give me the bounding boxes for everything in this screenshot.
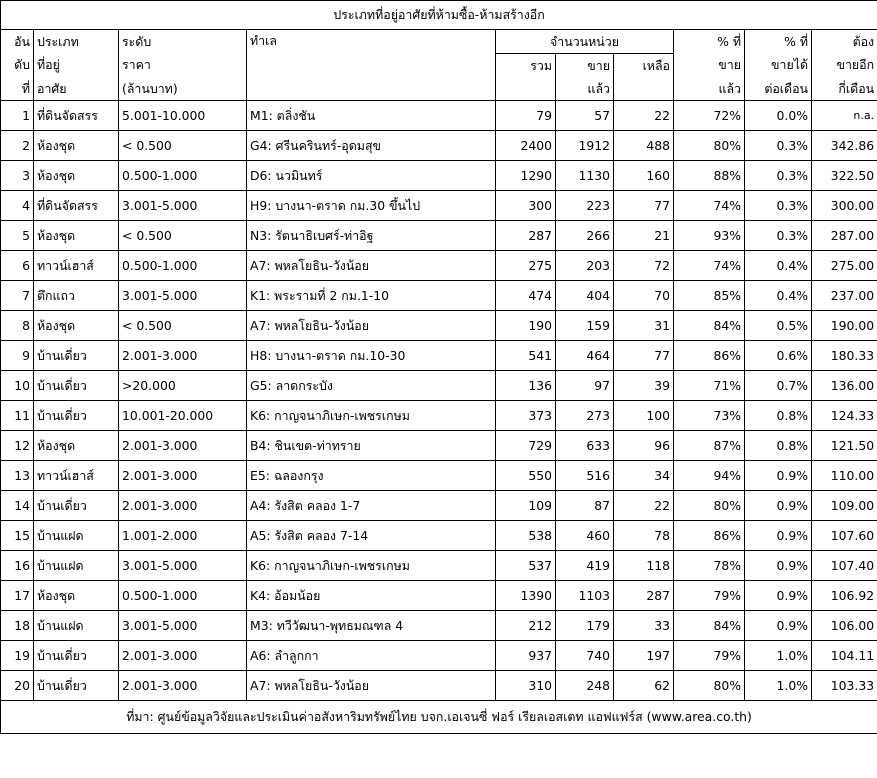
table-row xyxy=(1,371,877,401)
cell-months: 109.00 xyxy=(812,491,877,521)
cell-months: n.a. xyxy=(812,101,877,131)
cell-total: 2400 xyxy=(496,131,556,161)
cell-remaining: 31 xyxy=(614,311,674,341)
cell-sold: 516 xyxy=(556,461,614,491)
cell-sold: 57 xyxy=(556,101,614,131)
cell-sold: 740 xyxy=(556,641,614,671)
source-note: ที่มา: ศูนย์ข้อมูลวิจัยและประเมินค่าอสังหาริมทรัพย์ไทย บจก.เอเจนซี่ ฟอร์ เรียลเอสเตท แอฟแฟร์ส (www.area.co.th) xyxy=(1,701,877,734)
cell-price: >20.000 xyxy=(119,371,247,401)
cell-price: 3.001-5.000 xyxy=(119,611,247,641)
header-pct-monthly-line2: ขายได้ xyxy=(745,54,812,78)
cell-months: 110.00 xyxy=(812,461,877,491)
cell-sold: 248 xyxy=(556,671,614,701)
cell-location: K6: กาญจนาภิเษก-เพชรเกษม xyxy=(247,401,496,431)
header-months-line2: ขายอีก xyxy=(812,54,877,78)
cell-rank: 7 xyxy=(1,281,34,311)
cell-pct-sold: 73% xyxy=(674,401,745,431)
table-row xyxy=(1,641,877,671)
cell-total: 136 xyxy=(496,371,556,401)
cell-months: 106.00 xyxy=(812,611,877,641)
cell-price: 3.001-5.000 xyxy=(119,191,247,221)
cell-price: 3.001-5.000 xyxy=(119,281,247,311)
cell-sold: 419 xyxy=(556,551,614,581)
cell-total: 538 xyxy=(496,521,556,551)
cell-pct-sold: 86% xyxy=(674,521,745,551)
cell-months: 121.50 xyxy=(812,431,877,461)
cell-total: 541 xyxy=(496,341,556,371)
table-row xyxy=(1,251,877,281)
cell-type: บ้านเดี่ยว xyxy=(34,341,119,371)
cell-location: A4: รังสิต คลอง 1-7 xyxy=(247,491,496,521)
cell-months: 104.11 xyxy=(812,641,877,671)
cell-rank: 9 xyxy=(1,341,34,371)
cell-pct-sold: 84% xyxy=(674,311,745,341)
cell-total: 550 xyxy=(496,461,556,491)
table-row xyxy=(1,161,877,191)
table-row xyxy=(1,131,877,161)
cell-price: 2.001-3.000 xyxy=(119,491,247,521)
cell-pct-monthly: 0.6% xyxy=(745,341,812,371)
cell-type: ทาวน์เฮาส์ xyxy=(34,251,119,281)
header-units-group: จำนวนหน่วย xyxy=(496,30,674,54)
cell-rank: 17 xyxy=(1,581,34,611)
cell-remaining: 96 xyxy=(614,431,674,461)
table-row xyxy=(1,521,877,551)
cell-price: 2.001-3.000 xyxy=(119,341,247,371)
cell-remaining: 100 xyxy=(614,401,674,431)
cell-type: บ้านเดี่ยว xyxy=(34,371,119,401)
cell-pct-sold: 78% xyxy=(674,551,745,581)
cell-location: K6: กาญจนาภิเษก-เพชรเกษม xyxy=(247,551,496,581)
cell-type: ที่ดินจัดสรร xyxy=(34,191,119,221)
cell-price: 2.001-3.000 xyxy=(119,461,247,491)
cell-location: E5: ฉลองกรุง xyxy=(247,461,496,491)
cell-total: 1290 xyxy=(496,161,556,191)
cell-type: ห้องชุด xyxy=(34,131,119,161)
cell-rank: 20 xyxy=(1,671,34,701)
cell-location: G5: ลาดกระบัง xyxy=(247,371,496,401)
cell-total: 474 xyxy=(496,281,556,311)
cell-type: ห้องชุด xyxy=(34,221,119,251)
cell-remaining: 118 xyxy=(614,551,674,581)
table-row xyxy=(1,581,877,611)
cell-total: 373 xyxy=(496,401,556,431)
header-sold-line2: แล้ว xyxy=(556,77,614,101)
cell-price: 1.001-2.000 xyxy=(119,521,247,551)
cell-rank: 16 xyxy=(1,551,34,581)
cell-type: บ้านแฝด xyxy=(34,551,119,581)
cell-total: 190 xyxy=(496,311,556,341)
cell-pct-monthly: 0.3% xyxy=(745,161,812,191)
table-row xyxy=(1,551,877,581)
cell-sold: 1130 xyxy=(556,161,614,191)
cell-months: 107.60 xyxy=(812,521,877,551)
cell-remaining: 70 xyxy=(614,281,674,311)
cell-pct-sold: 79% xyxy=(674,581,745,611)
cell-pct-monthly: 0.4% xyxy=(745,251,812,281)
cell-months: 107.40 xyxy=(812,551,877,581)
cell-price: 2.001-3.000 xyxy=(119,431,247,461)
table-row xyxy=(1,101,877,131)
cell-type: บ้านเดี่ยว xyxy=(34,491,119,521)
cell-sold: 159 xyxy=(556,311,614,341)
cell-type: ที่ดินจัดสรร xyxy=(34,101,119,131)
cell-pct-sold: 72% xyxy=(674,101,745,131)
cell-pct-monthly: 0.3% xyxy=(745,191,812,221)
cell-total: 109 xyxy=(496,491,556,521)
header-pct-monthly-line3: ต่อเดือน xyxy=(745,77,812,101)
cell-total: 310 xyxy=(496,671,556,701)
cell-months: 322.50 xyxy=(812,161,877,191)
header-pct-sold-line3: แล้ว xyxy=(674,77,745,101)
cell-rank: 12 xyxy=(1,431,34,461)
header-price-line3: (ล้านบาท) xyxy=(119,77,247,101)
header-months-line3: กี่เดือน xyxy=(812,77,877,101)
cell-pct-sold: 85% xyxy=(674,281,745,311)
cell-rank: 2 xyxy=(1,131,34,161)
cell-location: K1: พระรามที่ 2 กม.1-10 xyxy=(247,281,496,311)
header-type-line1: ประเภท xyxy=(34,30,119,54)
cell-pct-monthly: 0.8% xyxy=(745,431,812,461)
cell-sold: 97 xyxy=(556,371,614,401)
cell-type: บ้านแฝด xyxy=(34,611,119,641)
cell-pct-sold: 80% xyxy=(674,491,745,521)
cell-type: ห้องชุด xyxy=(34,161,119,191)
cell-remaining: 33 xyxy=(614,611,674,641)
cell-price: 0.500-1.000 xyxy=(119,161,247,191)
header-price-line1: ระดับ xyxy=(119,30,247,54)
cell-pct-monthly: 0.9% xyxy=(745,581,812,611)
cell-pct-sold: 80% xyxy=(674,131,745,161)
cell-total: 729 xyxy=(496,431,556,461)
header-price-line2: ราคา xyxy=(119,54,247,78)
cell-total: 275 xyxy=(496,251,556,281)
cell-sold: 203 xyxy=(556,251,614,281)
header-location: ทำเล xyxy=(247,30,496,101)
cell-months: 190.00 xyxy=(812,311,877,341)
table-row xyxy=(1,191,877,221)
cell-price: 5.001-10.000 xyxy=(119,101,247,131)
cell-pct-sold: 74% xyxy=(674,251,745,281)
cell-pct-sold: 94% xyxy=(674,461,745,491)
cell-rank: 15 xyxy=(1,521,34,551)
cell-months: 287.00 xyxy=(812,221,877,251)
cell-total: 300 xyxy=(496,191,556,221)
cell-total: 287 xyxy=(496,221,556,251)
table-row xyxy=(1,431,877,461)
cell-rank: 1 xyxy=(1,101,34,131)
cell-pct-monthly: 0.5% xyxy=(745,311,812,341)
header-total: รวม xyxy=(496,54,556,78)
cell-price: 0.500-1.000 xyxy=(119,581,247,611)
table-title: ประเภทที่อยู่อาศัยที่ห้ามซื้อ-ห้ามสร้างอีก xyxy=(1,1,877,30)
header-rank-line1: อัน xyxy=(1,30,34,54)
cell-type: ห้องชุด xyxy=(34,311,119,341)
cell-location: A7: พหลโยธิน-วังน้อย xyxy=(247,311,496,341)
cell-rank: 11 xyxy=(1,401,34,431)
cell-price: < 0.500 xyxy=(119,131,247,161)
cell-months: 106.92 xyxy=(812,581,877,611)
cell-location: B4: ชินเขต-ท่าทราย xyxy=(247,431,496,461)
cell-remaining: 488 xyxy=(614,131,674,161)
cell-type: บ้านแฝด xyxy=(34,521,119,551)
cell-type: ทาวน์เฮาส์ xyxy=(34,461,119,491)
cell-price: 2.001-3.000 xyxy=(119,641,247,671)
cell-remaining: 197 xyxy=(614,641,674,671)
table-row xyxy=(1,491,877,521)
cell-sold: 633 xyxy=(556,431,614,461)
cell-pct-monthly: 0.3% xyxy=(745,221,812,251)
cell-location: A7: พหลโยธิน-วังน้อย xyxy=(247,251,496,281)
cell-rank: 3 xyxy=(1,161,34,191)
cell-remaining: 72 xyxy=(614,251,674,281)
table-row xyxy=(1,341,877,371)
cell-total: 1390 xyxy=(496,581,556,611)
cell-type: บ้านเดี่ยว xyxy=(34,671,119,701)
cell-remaining: 78 xyxy=(614,521,674,551)
cell-price: < 0.500 xyxy=(119,311,247,341)
header-pct-sold-line2: ขาย xyxy=(674,54,745,78)
cell-location: M1: ตลิ่งชัน xyxy=(247,101,496,131)
cell-pct-monthly: 0.9% xyxy=(745,461,812,491)
cell-total: 537 xyxy=(496,551,556,581)
cell-rank: 5 xyxy=(1,221,34,251)
cell-pct-monthly: 0.3% xyxy=(745,131,812,161)
header-remaining: เหลือ xyxy=(614,54,674,78)
header-pct-monthly-line1: % ที่ xyxy=(745,30,812,54)
table-row xyxy=(1,281,877,311)
table-row xyxy=(1,611,877,641)
table-row xyxy=(1,671,877,701)
cell-price: 3.001-5.000 xyxy=(119,551,247,581)
cell-sold: 464 xyxy=(556,341,614,371)
cell-pct-sold: 88% xyxy=(674,161,745,191)
cell-pct-monthly: 0.9% xyxy=(745,521,812,551)
cell-price: 2.001-3.000 xyxy=(119,671,247,701)
cell-sold: 460 xyxy=(556,521,614,551)
cell-remaining: 77 xyxy=(614,341,674,371)
header-rank-line3: ที่ xyxy=(1,77,34,101)
cell-pct-sold: 86% xyxy=(674,341,745,371)
table-row xyxy=(1,311,877,341)
cell-rank: 19 xyxy=(1,641,34,671)
cell-pct-monthly: 0.9% xyxy=(745,611,812,641)
cell-rank: 4 xyxy=(1,191,34,221)
cell-pct-sold: 93% xyxy=(674,221,745,251)
cell-pct-sold: 74% xyxy=(674,191,745,221)
cell-type: ตึกแถว xyxy=(34,281,119,311)
cell-price: 0.500-1.000 xyxy=(119,251,247,281)
cell-months: 275.00 xyxy=(812,251,877,281)
cell-type: ห้องชุด xyxy=(34,431,119,461)
cell-location: G4: ศรีนครินทร์-อุดมสุข xyxy=(247,131,496,161)
cell-sold: 179 xyxy=(556,611,614,641)
cell-location: H8: บางนา-ตราด กม.10-30 xyxy=(247,341,496,371)
header-pct-sold-line1: % ที่ xyxy=(674,30,745,54)
cell-sold: 1103 xyxy=(556,581,614,611)
cell-sold: 223 xyxy=(556,191,614,221)
header-sold-line1: ขาย xyxy=(556,54,614,78)
cell-location: D6: นวมินทร์ xyxy=(247,161,496,191)
cell-rank: 18 xyxy=(1,611,34,641)
cell-sold: 1912 xyxy=(556,131,614,161)
cell-months: 180.33 xyxy=(812,341,877,371)
table-row xyxy=(1,221,877,251)
cell-pct-monthly: 1.0% xyxy=(745,671,812,701)
cell-rank: 8 xyxy=(1,311,34,341)
cell-pct-monthly: 0.9% xyxy=(745,551,812,581)
cell-remaining: 77 xyxy=(614,191,674,221)
cell-pct-sold: 79% xyxy=(674,641,745,671)
cell-sold: 87 xyxy=(556,491,614,521)
cell-pct-sold: 87% xyxy=(674,431,745,461)
cell-months: 103.33 xyxy=(812,671,877,701)
cell-pct-sold: 71% xyxy=(674,371,745,401)
cell-remaining: 62 xyxy=(614,671,674,701)
cell-months: 124.33 xyxy=(812,401,877,431)
cell-remaining: 34 xyxy=(614,461,674,491)
header-rank-line2: ดับ xyxy=(1,54,34,78)
cell-rank: 14 xyxy=(1,491,34,521)
table-row xyxy=(1,401,877,431)
cell-pct-sold: 80% xyxy=(674,671,745,701)
cell-pct-sold: 84% xyxy=(674,611,745,641)
cell-remaining: 39 xyxy=(614,371,674,401)
cell-rank: 10 xyxy=(1,371,34,401)
cell-rank: 6 xyxy=(1,251,34,281)
cell-remaining: 160 xyxy=(614,161,674,191)
cell-location: N3: รัตนาธิเบศร์-ท่าอิฐ xyxy=(247,221,496,251)
cell-type: บ้านเดี่ยว xyxy=(34,641,119,671)
cell-remaining: 22 xyxy=(614,491,674,521)
cell-remaining: 21 xyxy=(614,221,674,251)
cell-pct-monthly: 0.4% xyxy=(745,281,812,311)
cell-location: M3: ทวีวัฒนา-พุทธมณฑล 4 xyxy=(247,611,496,641)
cell-location: A5: รังสิต คลอง 7-14 xyxy=(247,521,496,551)
cell-months: 237.00 xyxy=(812,281,877,311)
cell-months: 300.00 xyxy=(812,191,877,221)
cell-sold: 266 xyxy=(556,221,614,251)
cell-months: 342.86 xyxy=(812,131,877,161)
cell-price: 10.001-20.000 xyxy=(119,401,247,431)
cell-rank: 13 xyxy=(1,461,34,491)
cell-sold: 404 xyxy=(556,281,614,311)
cell-remaining: 22 xyxy=(614,101,674,131)
cell-total: 937 xyxy=(496,641,556,671)
cell-pct-monthly: 0.7% xyxy=(745,371,812,401)
cell-total: 79 xyxy=(496,101,556,131)
cell-location: H9: บางนา-ตราด กม.30 ขึ้นไป xyxy=(247,191,496,221)
cell-pct-monthly: 0.0% xyxy=(745,101,812,131)
header-remaining-blank xyxy=(614,77,674,101)
cell-price: < 0.500 xyxy=(119,221,247,251)
header-type-line2: ที่อยู่ xyxy=(34,54,119,78)
cell-location: A7: พหลโยธิน-วังน้อย xyxy=(247,671,496,701)
cell-sold: 273 xyxy=(556,401,614,431)
header-total-blank xyxy=(496,77,556,101)
table-row xyxy=(1,461,877,491)
cell-months: 136.00 xyxy=(812,371,877,401)
cell-type: บ้านเดี่ยว xyxy=(34,401,119,431)
header-months-line1: ต้อง xyxy=(812,30,877,54)
cell-pct-monthly: 1.0% xyxy=(745,641,812,671)
header-type-line3: อาศัย xyxy=(34,77,119,101)
cell-pct-monthly: 0.9% xyxy=(745,491,812,521)
cell-location: A6: ลำลูกกา xyxy=(247,641,496,671)
cell-remaining: 287 xyxy=(614,581,674,611)
cell-total: 212 xyxy=(496,611,556,641)
cell-type: ห้องชุด xyxy=(34,581,119,611)
cell-pct-monthly: 0.8% xyxy=(745,401,812,431)
cell-location: K4: อ้อมน้อย xyxy=(247,581,496,611)
